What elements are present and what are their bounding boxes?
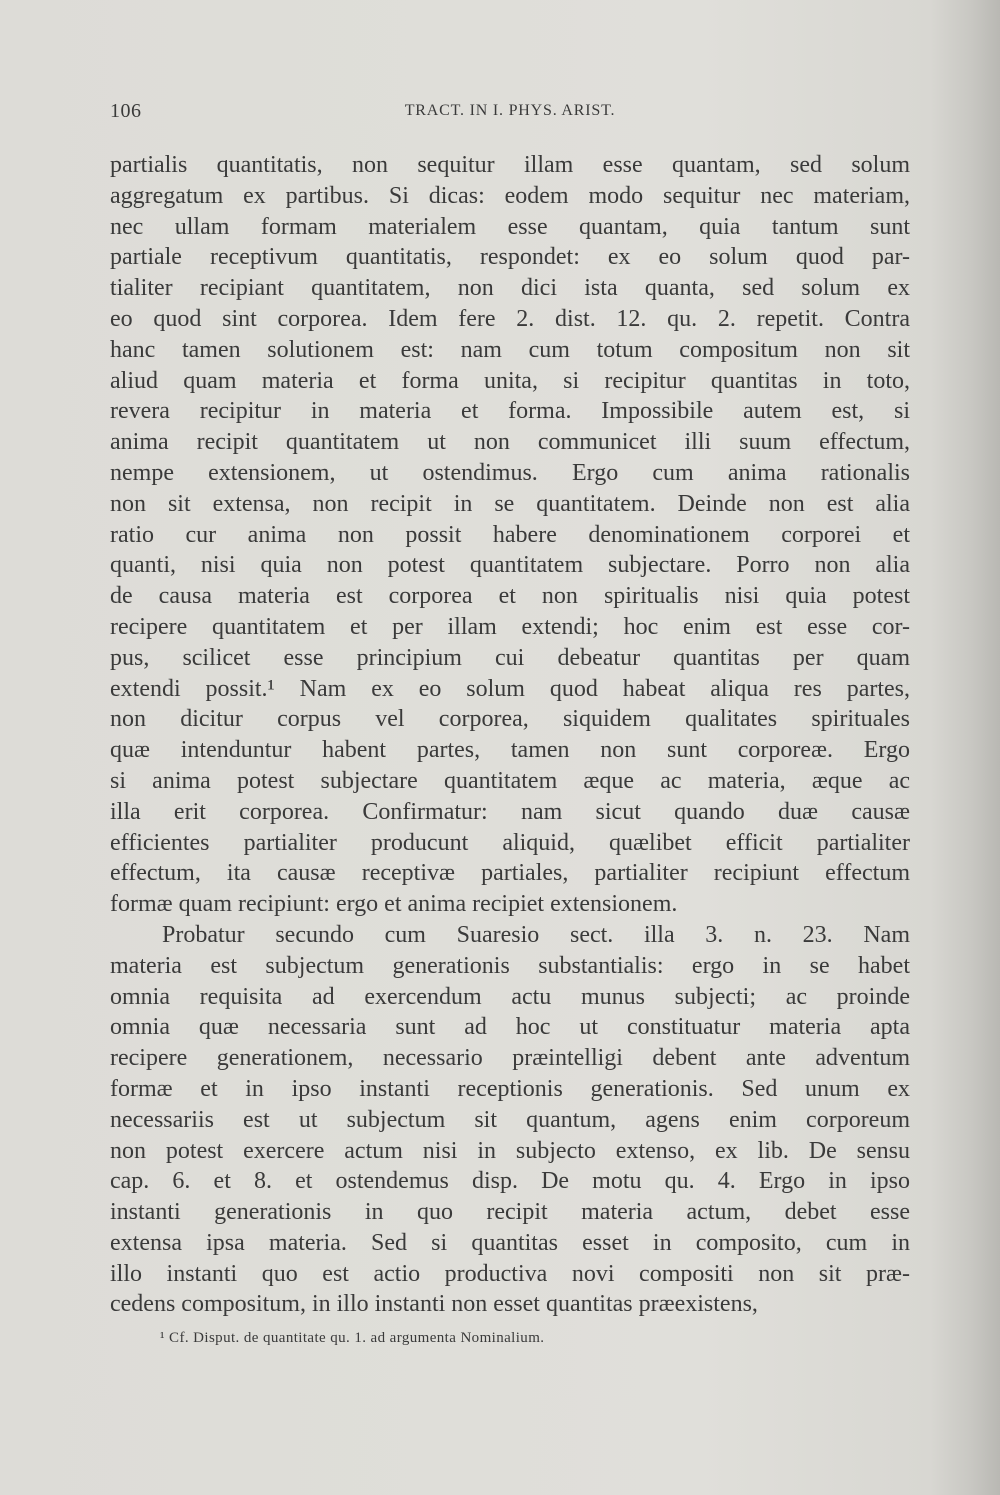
text-line: ratio cur anima non possit habere denominationem corporei et [110,521,910,548]
text-line: partialis quantitatis, non sequitur illam esse quantam, sed solum [110,152,910,178]
text-line: quæ intenduntur habent partes, tamen non sunt corporeæ. Ergo [110,737,910,764]
text-line: extendi possit.¹ Nam ex eo solum quod habeat aliqua res partes, [110,675,910,702]
text-line: aggregatum ex partibus. Si dicas: eodem modo sequitur nec materiam, [110,182,910,209]
text-line: omnia quæ necessaria sunt ad hoc ut constituatur materia apta [110,1014,910,1041]
text-line: illo instanti quo est actio productiva novi compositi non sit præ- [110,1260,910,1287]
running-title: TRACT. IN I. PHYS. ARIST. [404,102,616,119]
text-line: efficientes partialiter producunt aliquid, quælibet efficit partialiter [110,829,910,856]
page-number: 106 [110,100,142,122]
text-line: formæ et in ipso instanti receptionis generationis. Sed unum ex [110,1075,910,1102]
text-line: cap. 6. et 8. et ostendemus disp. De motu qu. 4. Ergo in ipso [110,1168,910,1195]
text-line: tialiter recipiant quantitatem, non dici ista quanta, sed solum ex [110,275,910,302]
text-line: partiale receptivum quantitatis, respondet: ex eo solum quod par- [110,244,910,271]
text-line: anima recipit quantitatem ut non communicet illi suum effectum, [110,429,910,456]
text-line: revera recipitur in materia et forma. Impossibile autem est, si [110,398,910,425]
text-line: de causa materia est corporea et non spiritualis nisi quia potest [110,583,910,610]
text-line: non potest exercere actum nisi in subjecto extenso, ex lib. De sensu [110,1137,910,1164]
text-line: nempe extensionem, ut ostendimus. Ergo cum anima rationalis [110,459,910,486]
text-line: materia est subjectum generationis substantialis: ergo in se habet [110,952,910,979]
text-line: si anima potest subjectare quantitatem æque ac materia, æque ac [110,767,910,794]
text-line: non sit extensa, non recipit in se quantitatem. Deinde non est alia [110,490,910,517]
text-line: illa erit corporea. Confirmatur: nam sicut quando duæ causæ [110,798,910,825]
text-line: recipere generationem, necessario præintelligi debent ante adventum [110,1045,910,1072]
text-line: extensa ipsa materia. Sed si quantitas esset in composito, cum in [110,1229,910,1256]
text-line: necessariis est ut subjectum sit quantum, agens enim corporeum [110,1106,910,1133]
text-line: pus, scilicet esse principium cui debeatur quantitas per quam [110,644,910,671]
text-line: formæ quam recipiunt: ergo et anima recipiet extensionem. [110,891,678,918]
text-line: quanti, nisi quia non potest quantitatem subjectare. Porro non alia [110,552,910,579]
text-line: nec ullam formam materialem esse quantam, quia tantum sunt [110,213,910,240]
footnote: ¹ Cf. Disput. de quantitate qu. 1. ad argumenta Nominalium. [160,1330,545,1346]
text-line: recipere quantitatem et per illam extendi; hoc enim est esse cor- [110,613,910,640]
text-line: hanc tamen solutionem est: nam cum totum compositum non sit [110,336,910,363]
text-line: non dicitur corpus vel corporea, siquidem qualitates spirituales [110,706,910,733]
text-line: effectum, ita causæ receptivæ partiales, partialiter recipiunt effectum [110,860,910,887]
text-line: cedens compositum, in illo instanti non esset quantitas præexistens, [110,1291,758,1318]
text-line: instanti generationis in quo recipit materia actum, debet esse [110,1199,910,1226]
text-line: eo quod sint corporea. Idem fere 2. dist. 12. qu. 2. repetit. Contra [110,305,910,332]
text-line: omnia requisita ad exercendum actu munus subjecti; ac proinde [110,983,910,1010]
body-text [110,150,910,1320]
text-line: Probatur secundo cum Suaresio sect. illa 3. n. 23. Nam [162,921,910,948]
text-line: aliud quam materia et forma unita, si recipitur quantitas in toto, [110,367,910,394]
page-header [110,100,910,128]
